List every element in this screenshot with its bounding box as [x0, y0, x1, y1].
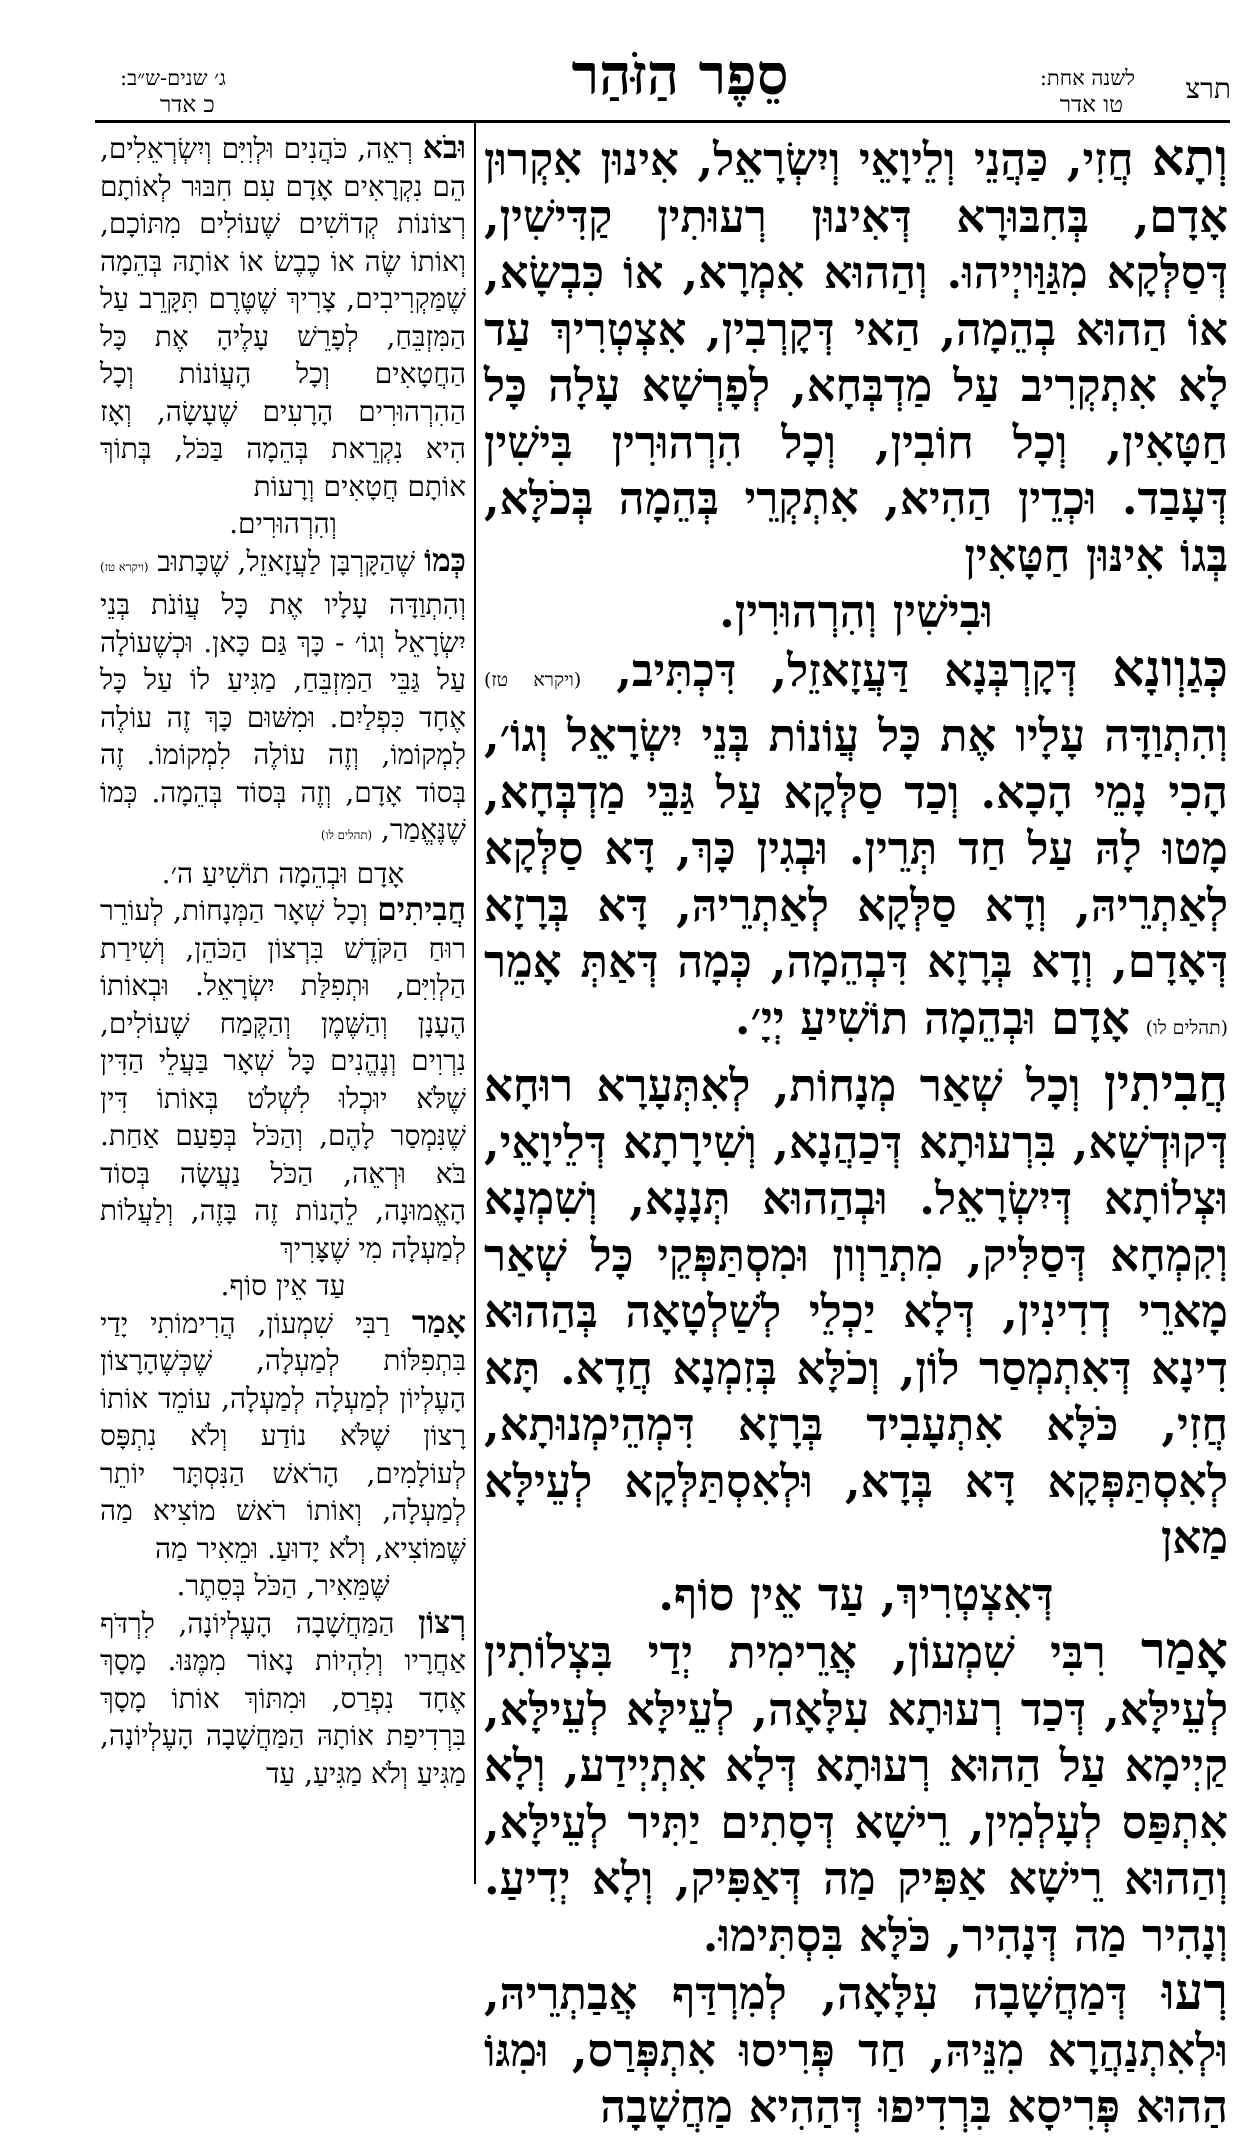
hebrew-paragraph	[100, 1605, 466, 1793]
paragraph-text: , הָכִי נָמֵי הָכָא. וְכַד סַלְּקָא עַל גַּבֵּי מַדְבְּחָא, מָטוּ לָהּ עַל חַד תְּרֵין. וּבְגִין כָּךְ, דָּא סַלְּקָא לְאַתְרֵיהּ, וְדָא סַלְּקָא לְאַתְרֵיהּ, דָּא בְּרָזָא דְּאָדָם, וְדָא בְּרָזָא דִּבְהֵמָה, כְּמָה דְּאַתְּ אָמֵר	[484, 709, 1228, 988]
hebrew-translation-column	[100, 130, 466, 1884]
book-title: סֵפֶר הַזֹּהַר	[571, 42, 789, 108]
verse-reference: (ויקרא טז)	[484, 668, 582, 691]
paragraph-tail: דְּאִצְטְרִיךְ, עַד אֵין סוֹף.	[658, 1567, 1054, 1621]
paragraph-text: דְּמַחֲשָׁבָה עִלָּאָה, לְמִרְדַּף אֲבַתְרֵיהּ, וּלְאִתְנַהֲרָא מִנֵּיהּ, חַד פְּרִיסוּ אִתְפְּרַס, וּמִגּוֹ הַהוּא פְּרִיסָא בִּרְדִיפוּ דְּהַהִיא מַחֲשָׁבָה	[484, 1967, 1228, 2133]
paragraph-lead-word: אָמַר	[1141, 1621, 1229, 1680]
verse-quote: אָדָם וּבְהֵמָה תוֹשִׁיעַ יְיָ׳.	[734, 991, 1130, 1045]
verse-reference: (תהלים לו)	[320, 828, 373, 842]
paragraph-lead-word: חֲבִיתִים	[377, 892, 466, 928]
paragraph-tail: וּבִישִׁין וְהִרְהוּרִין.	[719, 585, 993, 638]
paragraph-tail: שֶּׁמֵּאִיר, הַכֹּל בְּסֵתֶר.	[176, 1569, 390, 1602]
verse-quote: וְהִתְוַדָּה עָלָיו אֶת כָּל עֲוֹנוֹת בְּנֵי יִשְׂרָאֵל וְגוֹ׳	[499, 709, 1228, 762]
aramaic-paragraph	[484, 1964, 1228, 2136]
aramaic-paragraph	[484, 1623, 1228, 1964]
three-year-cycle-date: כ אדר	[160, 92, 215, 118]
year-cycle-label: לשנה אחת:	[1039, 66, 1135, 90]
paragraph-text: חֲזִי, כַּהֲנֵי וְלֵיוָאֵי וְיִשְׂרָאֵל, אִינוּן אִקְרוּן אָדָם, בְּחִבּוּרָא דְּאִינוּן רְעוּתִין קַדִּישִׁין, דְּסַלְּקָא מִגַּוַּויְיהוּ. וְהַהוּא אִמְרָא, אוֹ כִּבְשָׂא, אוֹ הַהוּא בְהֵמָה, הַאי דְּקָרְבִין, אִצְטְרִיךְ עַד לָא אִתְקְרִיב עַל מַדְבְּחָא, לְפָרְשָׁא עָלָה כָּל חַטָּאִין, וְכָל חוֹבִין, וְכָל הִרְהוּרִין בִּישִׁין דְּעָבַד. וּכְדֵין הַהִיא, אִתְקְרֵי בְּהֵמָה בְּכֹלָּא, בְּגוֹ אִינּוּן חַטָּאִין	[484, 133, 1228, 582]
hebrew-paragraph	[100, 892, 466, 1305]
aramaic-paragraph	[484, 1056, 1228, 1623]
paragraph-text: רִבִּי שִׁמְעוֹן, אֲרֵימִית יְדַי בִּצְלוֹתִין לְעֵילָּא, דְּכַד רְעוּתָא עִלָּאָה, לְעֵילָּא לְעֵילָּא, קַיְימָא עַל הַהוּא רְעוּתָא דְּלָא אִתְיְידַע, וְלָא אִתְפַּס לְעָלְמִין, רֵישָׁא דְּסָתִים יַתִּיר לְעֵילָּא, וְהַהוּא רֵישָׁא אַפִּיק מַה דְּאַפִּיק, וְלָא יְדִיעַ. וְנָהִיר מַה דְּנָהִיר, כֹּלָּא בִּסְתִּימוּ.	[484, 1626, 1228, 1962]
hebrew-paragraph	[100, 1305, 466, 1605]
aramaic-paragraph	[484, 130, 1228, 641]
page-header	[0, 0, 1253, 120]
paragraph-lead-word: רְעוּ	[1161, 1962, 1228, 2021]
paragraph-text: דְּקָרְבְּנָא דַּעֲזָאזֵל, דִּכְתִּיב,	[616, 643, 1078, 697]
paragraph-text: הַמַּחֲשָׁבָה הָעֶלְיוֹנָה, לִרְדֹּף אַחֲרָיו וְלִהְיוֹת נָאוֹר מִמֶּנּוּ. מָסָךְ אֶחָד נִפְרַס, וּמִתּוֹךְ אוֹתוֹ מָסָךְ בִּרְדִיפַת אוֹתָהּ הַמַּחֲשָׁבָה הָעֶלְיוֹנָה, מַגִּיעַ וְלֹא מַגִּיעַ, עַד	[100, 1606, 466, 1790]
paragraph-tail: וְהִרְהוּרִים.	[229, 507, 337, 540]
paragraph-lead-word: וּבֹא	[422, 130, 466, 166]
paragraph-tail: עַד אֵין סוֹף.	[220, 1269, 346, 1302]
hebrew-paragraph	[100, 130, 466, 543]
paragraph-text: רַבִּי שִׁמְעוֹן, הֲרִימוֹתִי יָדַי בִּתְפִלּוֹת לְמַעְלָה, שֶׁכְּשֶׁהָרָצוֹן הָעֶלְיוֹן לְמַעְלָה לְמַעְלָה, עוֹמֵד אוֹתוֹ רָצוֹן שֶׁלֹּא נוֹדַע וְלֹא נִתְפָּס לְעוֹלָמִים, הָרֹאשׁ הַנִּסְתָּר יוֹתֵר לְמַעְלָה, וְאוֹתוֹ רֹאשׁ מוֹצִיא מַה שֶּׁמּוֹצִיא, וְלֹא יָדוּעַ. וּמֵאִיר מַה	[100, 1306, 466, 1565]
page-number: תרצ	[1185, 72, 1231, 105]
year-cycle-date: טו אדר	[1059, 92, 1123, 118]
paragraph-lead-word: וְתָא	[1152, 128, 1228, 187]
header-divider	[95, 120, 1230, 123]
paragraph-text: וְהִתְוַדָּה עָלָיו אֶת כָּל עֲוֹנֹת בְּנֵי יִשְׂרָאֵל וְגוֹ׳ - כָּךְ גַּם כָּאן. וּכְשֶׁעוֹלָה עַל גַּבֵּי הַמִּזְבֵּחַ, מַגִּיעַ לוֹ עַל כָּל אֶחָד כִּפְלַיִם. וּמִשּׁוּם כָּךְ זֶה עוֹלֶה לִמְקוֹמוֹ, וְזֶה עוֹלֶה לִמְקוֹמוֹ. זֶה בְּסוֹד אָדָם, וְזֶה בְּסוֹד בְּהֵמָה. כְּמוֹ שֶׁנֶּאֱמַר,	[100, 588, 466, 846]
paragraph-text: רְאֵה, כֹּהֲנִים וּלְוִיִּם וְיִשְׂרְאֵלִים, הֵם נִקְרָאִים אָדָם עִם חִבּוּר לְאוֹתָם רְצוֹנוֹת קְדוֹשִׁים שֶׁעוֹלִים מִתּוֹכָם, וְאוֹתוֹ שֶׂה אוֹ כֶבֶשׂ אוֹ אוֹתָהּ בְּהֵמָה שֶׁמַּקְרִיבִים, צָרִיךְ שֶׁטֶּרֶם תִּקָּרֵב עַל הַמִּזְבֵּחַ, לְפָרֵשׁ עָלֶיהָ אֶת כָּל הַחֲטָאִים וְכָל הָעֲוֹנוֹת וְכָל הַהִרְהוּרִים הָרָעִים שֶׁעָשָׂה, וְאָז הִיא נִקְרֵאת בְּהֵמָה בַּכֹּל, בְּתוֹךְ אוֹתָם חֲטָאִים וְרָעוֹת	[100, 132, 466, 503]
paragraph-text: וְכָל שְׁאָר הַמְּנָחוֹת, לְעוֹרֵר רוּחַ הַקֹּדֶשׁ בִּרְצוֹן הַכֹּהֵן, וְשִׁירַת הַלְוִיִּם, וּתְפִלַּת יִשְׂרָאֵל. וּבְאוֹתוֹ הֶעָנָן וְהַשֶּׁמֶן וְהַקֶּמַח שֶׁעוֹלִים, נִרְוִים וְנֶהֱנִים כָּל שְׁאָר בַּעֲלֵי הַדִּין שֶׁלֹּא יוּכְלוּ לִשְׁלֹט בְּאוֹתוֹ דִּין שֶׁנִּמְסַר לָהֶם, וְהַכֹּל בְּפַעַם אַחַת. בֹּא וּרְאֵה, הַכֹּל נַעֲשָׂה בְּסוֹד הָאֱמוּנָה, לֵהָנוֹת זֶה בָּזֶה, וְלַעֲלוֹת לְמַעְלָה מִי שֶׁצָּרִיךְ	[100, 894, 466, 1265]
paragraph-lead-word: כְּגַוְונָא	[1112, 638, 1228, 698]
three-year-cycle-label: ג׳ שנים-ש״ב:	[120, 66, 226, 90]
aramaic-column	[484, 128, 1229, 2133]
verse-reference: (תהלים לו)	[1145, 1016, 1228, 1039]
paragraph-lead-word: חֲבִיתִין	[1103, 1054, 1228, 1113]
aramaic-paragraph	[484, 638, 1228, 1057]
paragraph-text: שֶׁהַקָּרְבָּן לַעֲזָאזֵל, שֶׁכָּתוּב	[157, 544, 416, 578]
verse-quote: אָדָם וּבְהֵמָה תוֹשִׁיעַ ה׳.	[161, 856, 405, 890]
paragraph-lead-word: אָמַר	[411, 1304, 467, 1341]
paragraph-text: וְכָל שְׁאַר מְנָחוֹת, לְאִתְּעָרָא רוּחָא דְּקוּדְשָׁא, בִּרְעוּתָא דְּכַהֲנָא, וְשִׁירָתָא דְּלֵיוָאֵי, וּצְלוֹתָא דְּיִשְׂרָאֵל. וּבְהַהוּא תְּנָנָא, וְשִׁמְנָא וְקִמְחָא דְּסַלִּיק, מִתְרַוְון וּמִסְתַּפְּקֵי כָּל שְׁאַר מָארֵי דְדִינִין, דְּלָא יַכְלֵי לְשַׁלְטָאָה בְּהַהוּא דִינָא דְּאִתְמְסַר לוֹן, וְכֹלָּא בְּזִמְנָא חֲדָא. תָּא חֲזִי, כֹּלָּא אִתְעָבִיד בְּרָזָא דִּמְהֵימְנוּתָא, לְאִסְתַּפְּקָא דָּא בְּדָא, וּלְאִסְתַּלְּקָא לְעֵילָּא מַאן	[484, 1059, 1228, 1564]
verse-reference: (ויקרא טז)	[100, 559, 149, 574]
hebrew-paragraph	[100, 543, 466, 893]
column-divider	[474, 123, 476, 1884]
paragraph-lead-word: כְּמוֹ	[424, 542, 467, 579]
paragraph-lead-word: רְצוֹן	[418, 1604, 466, 1641]
